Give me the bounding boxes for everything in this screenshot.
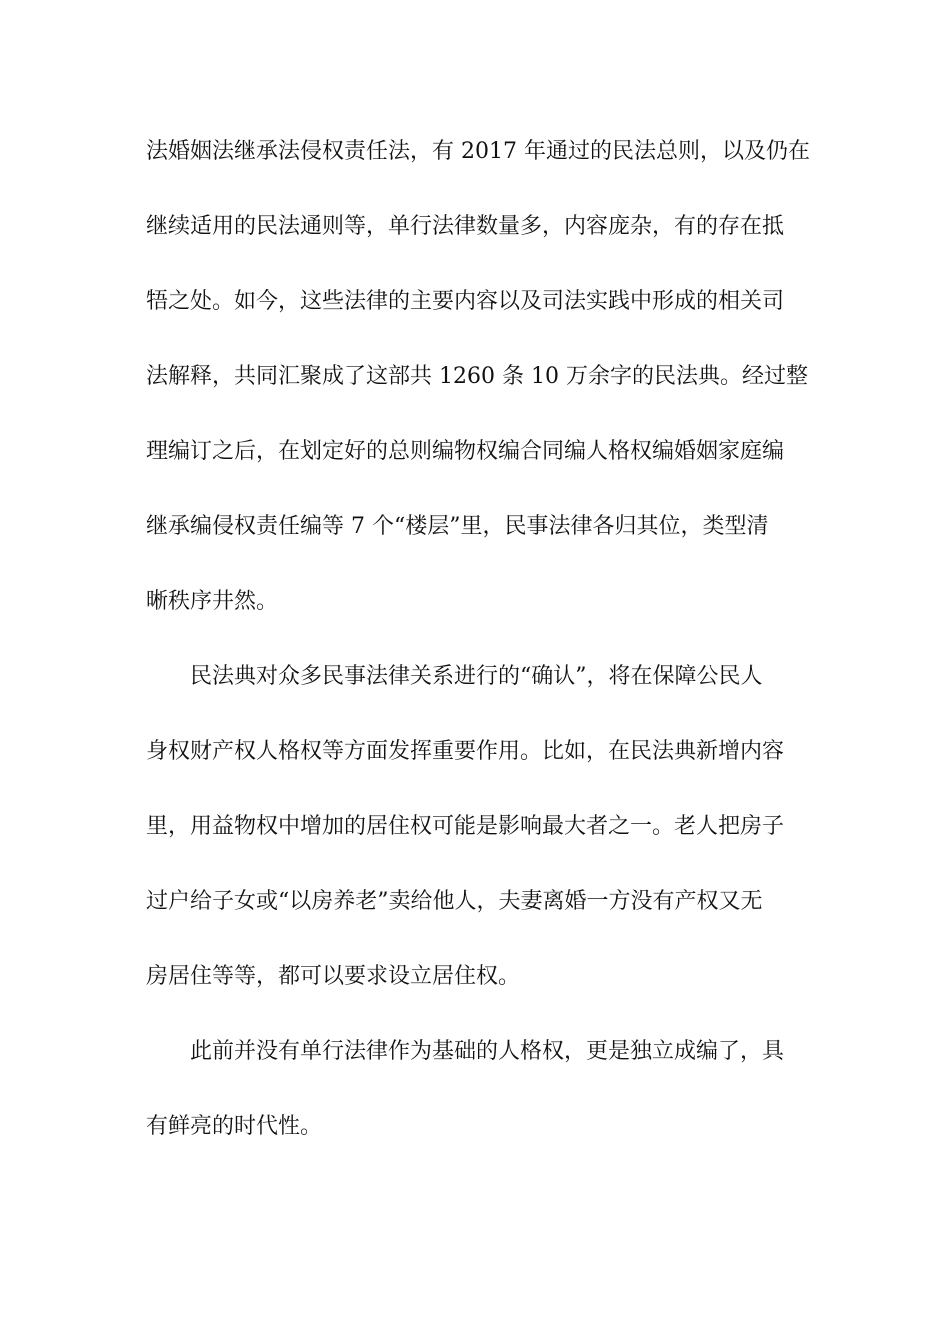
text-line: 晰秩序井然。 [146, 589, 279, 614]
paragraph-first-line: 民法典对众多民事法律关系进行的“确认”，将在保障公民人 [190, 664, 763, 689]
text-line: 身权财产权人格权等方面发挥重要作用。比如，在民法典新增内容 [146, 739, 785, 764]
text-line: 法婚姻法继承法侵权责任法，有 2017 年通过的民法总则，以及仍在 [146, 139, 810, 164]
text-line: 有鲜亮的时代性。 [146, 1114, 323, 1139]
text-line: 房居住等等，都可以要求设立居住权。 [146, 964, 521, 989]
text-line: 理编订之后，在划定好的总则编物权编合同编人格权编婚姻家庭编 [146, 439, 785, 464]
text-line: 继续适用的民法通则等，单行法律数量多，内容庞杂，有的存在抵 [146, 214, 785, 239]
text-line: 里，用益物权中增加的居住权可能是影响最大者之一。老人把房子 [146, 814, 785, 839]
paragraph-first-line: 此前并没有单行法律作为基础的人格权，更是独立成编了，具 [190, 1039, 785, 1064]
text-line: 继承编侵权责任编等 7 个“楼层”里，民事法律各归其位，类型清 [146, 514, 769, 539]
text-line: 法解释，共同汇聚成了这部共 1260 条 10 万余字的民法典。经过整 [146, 364, 808, 389]
text-line: 牾之处。如今，这些法律的主要内容以及司法实践中形成的相关司 [146, 289, 785, 314]
text-line: 过户给子女或“以房养老”卖给他人，夫妻离婚一方没有产权又无 [146, 889, 763, 914]
document-body [146, 132, 810, 1182]
